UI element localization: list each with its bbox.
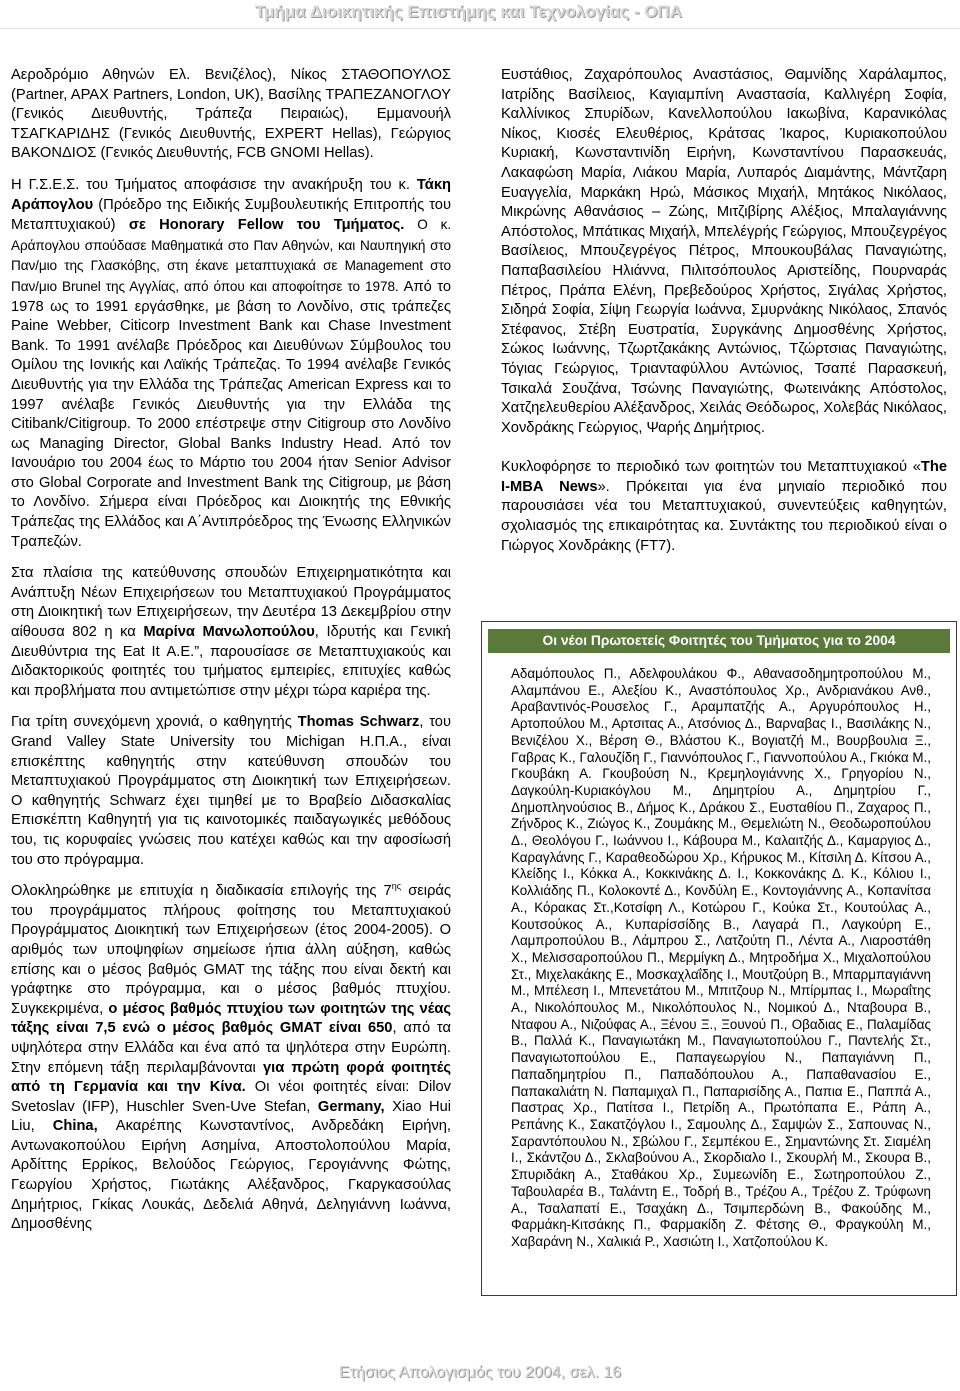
schwarz-name: Thomas Schwarz <box>297 714 420 731</box>
header-title: Τμήμα Διοικητικής Επιστήμης και Τεχνολογίας - ΟΠΑ <box>254 2 682 21</box>
header-divider <box>0 28 960 29</box>
new-students-box-title: Οι νέοι Πρωτοετείς Φοιτητές του Τμήματος για το 2004 <box>488 629 950 653</box>
right-paragraph-2: Κυκλοφόρησε το περιοδικό των φοιτητών του Μεταπτυχιακού «The I-MBA News». Πρόκειται για ένα μηνιαίο περιοδικό που παρουσιάσει νέα του Μεταπτυχιακού, συνεντεύξεις καθηγητών, σχολιασμός της επικαιρότητας κα. Συντάκτης του περιοδικού είναι ο Γιώργος Χονδράκης (FT7). <box>501 459 947 554</box>
new-students-list: Αδαμόπουλος Π., Αδελφουλάκου Φ., Αθανασοδημητροπούλου Μ., Αλαμπάνου Ε., Αλεξίου Κ., Αναστόπουλος Χρ., Ανδριανάκου Ανθ., Αραβαντινός-Ρουσελος Γ., Αραμπατζής Α., Αργυρόπουλος Η., Αρτοπούλου Μ., Αρτσιτας Α., Ατσόνιος Δ., Βαρναβας Ι., Βασιλάκης Ν., Βενιζέλου Χ., Βέρση Θ., Βλάστου Κ., Βογιατζή Μ., Βουρβουλια Ξ., Γαβρας Κ., Γαλουζίδη Γ., Γιαννόπουλος Γ., Γιαννοπούλου Α., Γκιόκα Μ., Γκουβάκη Α. Γκουβούση Ν., Κρεμηλογιάννης Χ., Γρηγορίου Ν., Δαγκούλη-Κυριακόγλου Μ., Δημητρίου Α., Δημητρίου Γ., Δημοπληνούσιος Β., Δήμος Κ., Δράκου Σ., Ευσταθίου Π., Ζαχαρος Π., Ζήνδρος Κ., Ζιώγος Κ., Ζουμάκης Μ., Θεμελιώτη Ν., Θεοδωροπούλου Δ., Θεολόγου Γ., Ιωάννου Ι., Κάβουρα Μ., Καλαιτζής Δ., Καμαργιος Δ., Καραγλάνης Γ., Καραθεοδώρου Χρ., Κήρυκος Μ., Κίτσιλη Δ. Κίτσου Α., Κλείδης Ι., Κόκκα Α., Κοκκινάκης Δ. Ι., Κοκκονάκης Δ. Κ., Κόλιου Ι., Κολλιάδης Π., Κολοκοντέ Δ., Κονδύλη Ε., Κοντογιάννης Α., Κοπανίτσα Α., Κόρακας Στ.,Κοτσίφη Λ., Κοτώρου Γ., Κούκα Στ., Κουτούλας Α., Κουτσούκος Α., Κυπαρίσσίδης Β., Λαγαρά Π., Λαγκούρη Ε., Λαμπροπούλου Β., Λάμπρου Σ., Λατζούτη Π., Λέντα Α., Λιαροστάθη Χ., Μελισσαροπούλου Π., Μερμίγκη Δ., Μητροδήμα Χ., Μιχαλοπούλου Στ., Μιχελακάκης Ε., Μοσκαχλαΐδης Ι., Μουτζούρη Β., Μπαρμπαγιάννη Μ., Μπέλεση Ι., Μπενετάτου Μ., Μπιτζουρ Ν., Μπίρμπας Ι., Μωραΐτης Α., Νικολόπουλος Μ., Νικολόπουλος Ν., Νομικού Δ., Νταβουρα Β., Νταφου Α., Νιζούφας Α., Ξένου Ξ., Ξουνού Π., Οβαδιας Ε., Παλαμίδας Β., Παλλά Κ., Παναγιωτάκη Μ., Παναγιωτοπούλου Γ., Παντελής Στ., Παναγιωτοπούλου Ε., Παπαγεωργίου Ν., Παπαγιάννη Π., Παπαδημητρίου Π., Παπαδόπουλου Α., Παπαθανασίου Ε., Παπακαλιάτη Ν. Παπαμιχαλ Π., Παπαρισίδης Α., Παπια Ε., Παππά Α., Παστρας Χρ., Πατίτσα Ι., Πετρίδη Α., Πρωτόπαπα Ε., Ράπη Α., Ρεπάνης Κ., Σακατζόγλου Ι., Σαμουλης Δ., Σαμψών Σ., Σαπουνας Ν., Σαραντόπουλου Ν., Σβώλου Γ., Σεμπέκου Ε., Σημαντώνης Στ. Σιαμέλη Ι., Σκάντζου Δ., Σκλαβούνου Α., Σκορδιαλο Ι., Σκουρλή Μ., Σκουρα Β., Σπυριδάκη Α., Σταθάκου Χρ., Συμεωνίδη Ε., Σωτηροπούλου Ζ., Ταβουλαρέα Β., Ταλάντη Ε., Τοδρή Β., Τρέζου Α., Τρέζου Ζ. Τρύφωνη Α., Τσαλαπατί Ε., Τσαχάκη Δ., Τσιμπερδώνη Β., Φακούδης Μ., Φαρμάκη-Κιτσάκης Π., Φαρμακίδη Ζ. Φέτσης Θ., Φραγκούλη Μ., Χαβαράνη Ν., Χαλικιά Ρ., Χασιώτη Ι., Χατζοπούλου Κ. <box>511 666 931 1249</box>
left-paragraph-4: Για τρίτη συνεχόμενη χρονιά, ο καθηγητής Thomas Schwarz, του Grand Valley State University του Michigan Η.Π.Α., είναι επισκέπτης καθηγητής στην κατεύθυνση σπουδών του Μεταπτυχιακού Προγράμματος στη Διοικητική των Επιχειρήσεων. Ο καθηγητής Schwarz έχει τιμηθεί με το Βραβείο Διδασκαλίας Επισκέπτη Καθηγητή για τις καινοτομικές παιδαγωγικές μεθόδους του, τις κορυφαίες γνώσεις που κατέχει καθώς και την αφοσίωσή του στο πρόγραμμα. <box>11 714 451 868</box>
page-header <box>0 0 960 30</box>
imba-news-title: The I-MBA News <box>501 459 947 495</box>
honorary-fellow: σε Honorary Fellow του Τμήματος. <box>128 217 405 234</box>
new-students-box <box>481 621 957 1296</box>
left-column <box>11 66 451 1235</box>
left-paragraph-1: Αεροδρόμιο Αθηνών Ελ. Βενιζέλος), Νίκος ΣΤΑΘΟΠΟΥΛΟΣ (Partner, APAX Partners, London, UK), Βασίλης ΤΡΑΠΕΖΑΝΟΓΛΟΥ (Γενικός Διευθυντής, Τράπεζα Πειραιώς), Εμμανουήλ ΤΣΑΓΚΑΡΙΔΗΣ (Γενικός Διευθυντής, EXPERT Hellas), Γεώργιος ΒΑΚΟΝΔΙΟΣ (Γενικός Διευθυντής, FCB GNOMI Hellas). <box>11 67 451 162</box>
manolopoulou-name: Μαρίνα Μανωλοπούλου <box>143 624 315 641</box>
right-paragraph-1: Ευστάθιος, Ζαχαρόπουλος Αναστάσιος, Θαμνίδης Χαράλαμπος, Ιατρίδης Βασίλειος, Καγιαμπίνη Αναστασία, Καλλιγέρη Σοφία, Καλλίνικος Σπυρίδων, Κανελλοπούλου Ιακωβίνα, Καρανικόλας Νίκος, Κιοσές Ελευθέριος, Κράτσας Ίκαρος, Κυριακοπούλου Κυριακή, Κωνσταντινίδη Ειρήνη, Κωνσταντίνου Παρασκευάς, Λακαφώση Μαρία, Λιάκου Μαρία, Λυπαρός Διαμάντης, Μάντζαρη Ευαγγελία, Μαρκάκη Ηρώ, Μάσικος Μιχαήλ, Μητάκος Νικόλαος, Μικρώνης Αθανάσιος – Ζώης, Μιτζιβίρης Αλέξιος, Μπαλαγιάννης Απόστολος, Μπάτικας Μιχαήλ, Μπελέγρής Γεώργιος, Μπουζεγρέγος Βασίλειος, Μπουζεγρέγος Πέτρος, Μπουκουβάλας Παναγιώτης, Παπαβασιλείου Ηλιάννα, Πιλιτσόπουλος Αριστείδης, Πουρναράς Πέτρος, Πράπα Ελένη, Πρεβεδούρος Χρήστος, Σιγάλας Χρήστος, Σιδηρά Σοφία, Σίψη Γεωργία Ιωάννα, Σμυρνάκης Νικόλαος, Σπανός Στέφανος, Στέβη Ευστρατία, Συργκάνης Δημοσθένης Χρήστος, Σώκος Ιωάννης, Τζωρτζακάκης Αντώνιος, Τζώρτσιας Παναγιώτης, Τόγιας Γεώργιος, Τριανταφύλλου Αντώνιος, Τσαπέ Παρασκευή, Τσικαλά Σουζάνα, Τσώνης Παναγιώτης, Φωτεινάκης Απόστολος, Χατζηελευθερίου Αλέξανδρος, Χειλάς Θεόδωρος, Χολεβάς Νικόλαος, Χονδράκης Γεώργιος, Ψαρής Δημήτριος. <box>501 67 947 436</box>
right-column <box>501 66 947 568</box>
first-time-highlight: για πρώτη φορά φοιτητές από τη Γερμανία και την Κίνα. <box>11 1059 452 1096</box>
arapoglou-name: Τάκη Αράπογλου <box>11 176 451 213</box>
left-paragraph-2: Η Γ.Σ.Ε.Σ. του Τμήματος αποφάσισε την ανακήρυξη του κ. Τάκη Αράπογλου (Πρόεδρο της Ειδικής Συμβουλευτικής Επιτροπής του Μεταπτυχιακού) σε Honorary Fellow του Τμήματος. Ο κ. Αράπογλου σπούδασε Μαθηματικά στο Παν Αθηνών, και Ναυπηγική στο Παν/μιο της Γλασκόβης, στη έκανε μεταπτυχιακά σε Management στο Παν/μιο Brunel της Αγγλίας, από όπου και αποφοίτησε το 1978. Από το 1978 ως το 1991 εργάσθηκε, με βάση το Λονδίνο, στις τράπεζες Paine Webber, Citicorp Investment Bank και Chase Investment Bank. Το 1991 ανέλαβε Πρόεδρος και Διευθύνων Σύμβουλος του Ομίλου της Ιονικής και Λαϊκής Τράπεζας. Το 1994 ανέλαβε Γενικός Διευθυντής για την Ελλάδα της Τράπεζας American Express και το 1997 ανέλαβε Γενικός Διευθυντής για την Ελλάδα της Citibank/Citigroup. Το 2000 επέστρεψε στην Citigroup στο Λονδίνο ως Managing Director, Global Banks Industry Head. Από τον Ιανουάριο του 2004 έως το Μάρτιο του 2004 ήταν Senior Advisor στο Global Corporate and Investment Bank της Citigroup, με βάση το Λονδίνο. Σήμερα είναι Πρόεδρος και Διοικητής της Εθνικής Τράπεζας της Ελλάδος και Α΄Αντιπρόεδρος της Ένωσης Ελληνικών Τραπεζών. <box>11 176 452 550</box>
left-paragraph-3: Στα πλαίσια της κατεύθυνσης σπουδών Επιχειρηματικότητα και Ανάπτυξη Νέων Επιχειρήσεων του Μεταπτυχιακού Προγράμματος στη Διοικητική των Επιχειρήσεων, την Δευτέρα 13 Δεκεμβρίου στην αίθουσα 802 η κα Μαρίνα Μανωλοπούλου, Ιδρυτής και Γενική Διευθύντρια της Eat It Α.Ε.”, παρουσίασε σε Μεταπτυχιακούς και Διδακτορικούς φοιτητές του τμήματος εμπειρίες, επιτυχίες καθώς και προβλήματα που αντιμετώπισε στην μέχρι τώρα καριέρα της. <box>11 565 451 699</box>
gmat-highlight: ο μέσος βαθμός πτυχίου των φοιτητών της νέας τάξης είναι 7,5 ενώ ο μέσος βαθμός GMAT είναι 650 <box>11 1000 451 1037</box>
left-paragraph-5: Ολοκληρώθηκε με επιτυχία η διαδικασία επιλογής της $7^{\eta\varsigma}$ σειράς του προγράμματος πλήρους φοίτησης του Μεταπτυχιακού Προγράμματος Διοικητική των Επιχειρήσεων (έτος 2004-2005). Ο αριθμός των υποψηφίων σημείωσε ήπια άλλη αύξηση, καθώς επίσης και ο μέσος βαθμός GMAT της τάξης που είναι δεκτή και γράφτηκε στο πρόγραμμα, και ο μέσος βαθμός πτυχίου. Συγκεκριμένα, ο μέσος βαθμός πτυχίου των φοιτητών της νέας τάξης είναι 7,5 ενώ ο μέσος βαθμός GMAT είναι 650, από τα υψηλότερα στην Ελλάδα και ένα από τα ψηλότερα στην Ευρώπη. Στην επόμενη τάξη περιλαμβάνονται για πρώτη φορά φοιτητές από τη Γερμανία και την Κίνα. Οι νέοι φοιτητές είναι: Dilov Svetoslav (IFP), Huschler Sven-Uve Stefan, Germany, Xiao Hui Liu, China, Ακαρέπης Κωνσταντίνος, Ανδρεδάκη Ειρήνη, Αντωνακοπούλου Ειρήνη Ασημίνα, Αποστολοπούλου Μαρία, Αρδίττης Ερρίκος, Βελούδος Γεώργιος, Γερογιάννης Φώτης, Γεωργίου Χρήστος, Γιωτάκης Αλέξανδρος, Γκαργκασούλας Δημήτριος, Γκίκας Λουκάς, Δεδελιά Αθηνά, Δεληγιάννη Ιωάννα, Δημοσθένης <box>11 881 452 1233</box>
page-footer: Ετήσιος Απολογισμός του 2004, σελ. 16 <box>338 1364 622 1381</box>
